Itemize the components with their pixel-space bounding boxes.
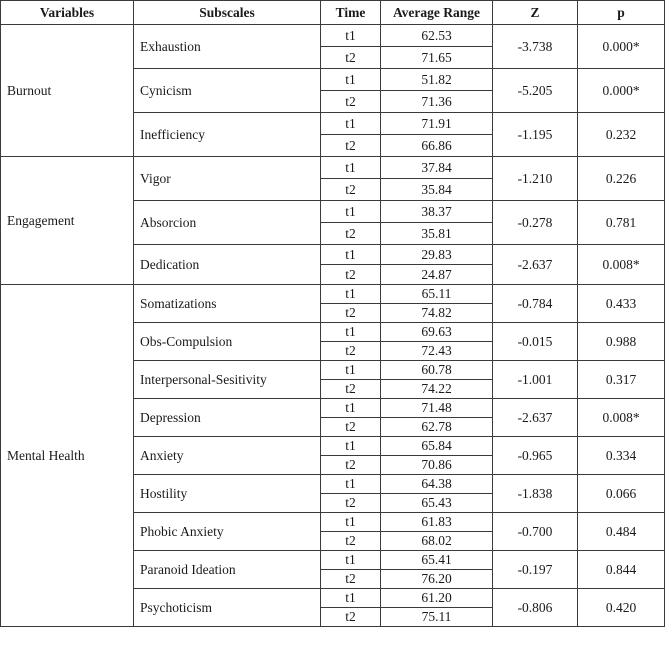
time-cell: t2 bbox=[321, 418, 381, 437]
average-cell: 69.63 bbox=[381, 323, 493, 342]
time-cell: t2 bbox=[321, 494, 381, 513]
average-cell: 29.83 bbox=[381, 245, 493, 265]
time-cell: t1 bbox=[321, 285, 381, 304]
average-cell: 61.83 bbox=[381, 513, 493, 532]
time-cell: t2 bbox=[321, 91, 381, 113]
average-cell: 37.84 bbox=[381, 157, 493, 179]
average-cell: 51.82 bbox=[381, 69, 493, 91]
z-cell: -0.965 bbox=[493, 437, 578, 475]
p-cell: 0.420 bbox=[578, 589, 665, 627]
average-cell: 68.02 bbox=[381, 532, 493, 551]
p-cell: 0.066 bbox=[578, 475, 665, 513]
z-cell: -1.195 bbox=[493, 113, 578, 157]
average-cell: 35.84 bbox=[381, 179, 493, 201]
p-cell: 0.844 bbox=[578, 551, 665, 589]
time-cell: t1 bbox=[321, 437, 381, 456]
table-row bbox=[1, 157, 665, 179]
z-cell: -3.738 bbox=[493, 25, 578, 69]
p-cell: 0.226 bbox=[578, 157, 665, 201]
average-cell: 65.84 bbox=[381, 437, 493, 456]
variable-cell: Engagement bbox=[1, 157, 134, 285]
p-cell: 0.000* bbox=[578, 25, 665, 69]
time-cell: t2 bbox=[321, 265, 381, 285]
z-cell: -1.001 bbox=[493, 361, 578, 399]
time-cell: t2 bbox=[321, 608, 381, 627]
z-cell: -0.784 bbox=[493, 285, 578, 323]
average-cell: 74.22 bbox=[381, 380, 493, 399]
subscale-cell: Dedication bbox=[134, 245, 321, 285]
average-cell: 65.41 bbox=[381, 551, 493, 570]
time-cell: t1 bbox=[321, 475, 381, 494]
z-cell: -0.015 bbox=[493, 323, 578, 361]
average-cell: 71.48 bbox=[381, 399, 493, 418]
time-cell: t1 bbox=[321, 361, 381, 380]
subscale-cell: Anxiety bbox=[134, 437, 321, 475]
z-cell: -0.197 bbox=[493, 551, 578, 589]
average-cell: 71.65 bbox=[381, 47, 493, 69]
time-cell: t1 bbox=[321, 323, 381, 342]
time-cell: t1 bbox=[321, 399, 381, 418]
subscale-cell: Vigor bbox=[134, 157, 321, 201]
subscale-cell: Hostility bbox=[134, 475, 321, 513]
p-cell: 0.008* bbox=[578, 245, 665, 285]
z-cell: -5.205 bbox=[493, 69, 578, 113]
z-cell: -2.637 bbox=[493, 245, 578, 285]
time-cell: t2 bbox=[321, 342, 381, 361]
header-average-range: Average Range bbox=[381, 1, 493, 25]
p-cell: 0.232 bbox=[578, 113, 665, 157]
average-cell: 65.43 bbox=[381, 494, 493, 513]
time-cell: t2 bbox=[321, 304, 381, 323]
subscale-cell: Paranoid Ideation bbox=[134, 551, 321, 589]
z-cell: -0.700 bbox=[493, 513, 578, 551]
average-cell: 61.20 bbox=[381, 589, 493, 608]
time-cell: t2 bbox=[321, 380, 381, 399]
p-cell: 0.781 bbox=[578, 201, 665, 245]
average-cell: 65.11 bbox=[381, 285, 493, 304]
variable-cell: Burnout bbox=[1, 25, 134, 157]
p-cell: 0.988 bbox=[578, 323, 665, 361]
z-cell: -0.806 bbox=[493, 589, 578, 627]
time-cell: t2 bbox=[321, 47, 381, 69]
subscale-cell: Inefficiency bbox=[134, 113, 321, 157]
p-cell: 0.317 bbox=[578, 361, 665, 399]
time-cell: t1 bbox=[321, 113, 381, 135]
p-cell: 0.433 bbox=[578, 285, 665, 323]
average-cell: 38.37 bbox=[381, 201, 493, 223]
average-cell: 75.11 bbox=[381, 608, 493, 627]
subscale-cell: Interpersonal-Sesitivity bbox=[134, 361, 321, 399]
average-cell: 66.86 bbox=[381, 135, 493, 157]
subscale-cell: Exhaustion bbox=[134, 25, 321, 69]
time-cell: t1 bbox=[321, 69, 381, 91]
average-cell: 24.87 bbox=[381, 265, 493, 285]
table-row bbox=[1, 285, 665, 304]
subscale-cell: Depression bbox=[134, 399, 321, 437]
subscale-cell: Somatizations bbox=[134, 285, 321, 323]
table-row bbox=[1, 25, 665, 47]
z-cell: -0.278 bbox=[493, 201, 578, 245]
p-cell: 0.334 bbox=[578, 437, 665, 475]
average-cell: 74.82 bbox=[381, 304, 493, 323]
time-cell: t1 bbox=[321, 157, 381, 179]
time-cell: t2 bbox=[321, 135, 381, 157]
time-cell: t1 bbox=[321, 589, 381, 608]
time-cell: t2 bbox=[321, 179, 381, 201]
time-cell: t2 bbox=[321, 532, 381, 551]
subscale-cell: Obs-Compulsion bbox=[134, 323, 321, 361]
subscale-cell: Psychoticism bbox=[134, 589, 321, 627]
average-cell: 72.43 bbox=[381, 342, 493, 361]
variable-cell: Mental Health bbox=[1, 285, 134, 627]
p-cell: 0.484 bbox=[578, 513, 665, 551]
average-cell: 35.81 bbox=[381, 223, 493, 245]
subscale-cell: Absorcion bbox=[134, 201, 321, 245]
time-cell: t1 bbox=[321, 513, 381, 532]
z-cell: -1.838 bbox=[493, 475, 578, 513]
header-p: p bbox=[578, 1, 665, 25]
p-cell: 0.000* bbox=[578, 69, 665, 113]
subscale-cell: Cynicism bbox=[134, 69, 321, 113]
average-cell: 62.53 bbox=[381, 25, 493, 47]
time-cell: t1 bbox=[321, 201, 381, 223]
average-cell: 62.78 bbox=[381, 418, 493, 437]
time-cell: t2 bbox=[321, 223, 381, 245]
time-cell: t1 bbox=[321, 25, 381, 47]
time-cell: t2 bbox=[321, 570, 381, 589]
time-cell: t1 bbox=[321, 551, 381, 570]
z-cell: -1.210 bbox=[493, 157, 578, 201]
average-cell: 76.20 bbox=[381, 570, 493, 589]
subscale-cell: Phobic Anxiety bbox=[134, 513, 321, 551]
header-time: Time bbox=[321, 1, 381, 25]
header-subscales: Subscales bbox=[134, 1, 321, 25]
p-cell: 0.008* bbox=[578, 399, 665, 437]
header-z: Z bbox=[493, 1, 578, 25]
average-cell: 60.78 bbox=[381, 361, 493, 380]
time-cell: t1 bbox=[321, 245, 381, 265]
z-cell: -2.637 bbox=[493, 399, 578, 437]
average-cell: 64.38 bbox=[381, 475, 493, 494]
header-variables: Variables bbox=[1, 1, 134, 25]
header-row bbox=[1, 1, 665, 25]
time-cell: t2 bbox=[321, 456, 381, 475]
average-cell: 71.91 bbox=[381, 113, 493, 135]
average-cell: 70.86 bbox=[381, 456, 493, 475]
average-cell: 71.36 bbox=[381, 91, 493, 113]
